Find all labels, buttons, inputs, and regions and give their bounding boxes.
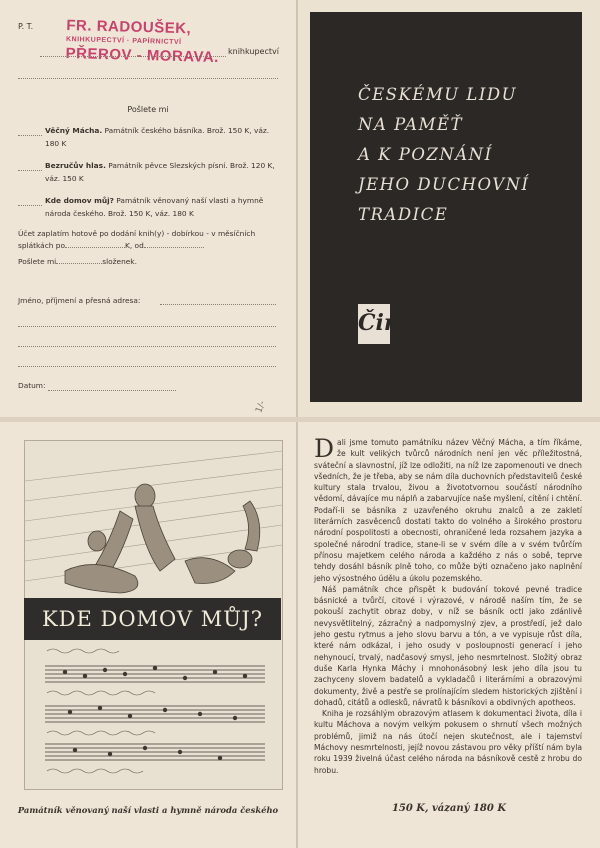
- cover-panel: [298, 0, 600, 417]
- cover-line-5: TRADICE: [358, 205, 449, 224]
- publisher-logo: Čin: [358, 304, 390, 344]
- cover-line-3: A K POZNÁNÍ: [358, 145, 493, 164]
- book-desc-2: Památník pěvce Slezských písní. Brož. 120 K, váz. 150 K: [45, 161, 275, 183]
- drop-cap: D: [314, 434, 335, 463]
- book-qty-field-1[interactable]: [18, 135, 42, 136]
- paragraph-1-text: ali jsme tomuto památníku název Věčný Mácha, a tím říkáme, že kult velikých tvůrců národních není jen věc příležitostná, sváteční a slavnostní, jíž lze odložiti, na níž lze zapomenouti ve dnech všedních, že je třeba, aby se nám díla duchovních představitelů české kultury stala trvalou, živou a živototvornou součástí národního vědomí, dávajíce mu náplň a zabarvujíce naše myšlení, cítění i chtění. Podaří-li se básníka z uzavřeného okruhu znalců a ze zakletí literárních zasvěcenců dostati takto do volného a širokého prostoru národní pospolitosti a obecnosti, ohraničené leda rozsahem jazyka a společné národní tradice, stane-li se v svém díle a v svém tvůrčím přínosu majetkem celého národa a každého z nás o sobě, teprve tehdy dosáhl básník plně toho, co může býti označeno jako naplnění jeho výsostného údělu a úkolu pozemského.: [314, 438, 582, 583]
- cover-line-2: NA PAMĚŤ: [358, 115, 464, 134]
- stamp-line-2: KNIHKUPECTVÍ · PAPÍRNICTVÍ: [65, 35, 182, 47]
- pt-label: P. T.: [18, 22, 34, 31]
- stamp-line-3: PŘEROV - MORAVA.: [65, 44, 220, 66]
- book-qty-field-3[interactable]: [18, 205, 42, 206]
- book-desc-1: Památník českého básníka. Brož. 150 K, váz. 180 K: [45, 126, 270, 148]
- book-item-2: [45, 159, 279, 185]
- book-item-1: [45, 124, 279, 150]
- send-amount-label: Pošlete mi: [18, 257, 57, 266]
- installment-start-field[interactable]: [144, 247, 204, 248]
- bookseller-stamp: [65, 17, 219, 66]
- book-title-1: Věčný Mácha.: [45, 126, 103, 135]
- payment-terms: Účet zaplatím hotově po dodání knih(y) - dobírkou - v měsíčních splátkách po: [18, 229, 256, 250]
- paragraph-3: Kniha je rozsáhlým obrazovým atlasem k dokumentaci života, díla i kultu Máchova a novým velkým pokusem o shrnutí všech možných problémů, jimiž na nás útočí nejen skutečnost, ale i tajemství Máchovy nesmrtelnosti, jejíž novou zástavou pro věky příští nám byla roku 1939 živelná účast celého národa na básníkově cestě z hrobu do hrobu.: [314, 709, 582, 775]
- vertical-fold: [296, 0, 298, 848]
- address-label: Jméno, příjmení a přesná adresa:: [18, 296, 141, 305]
- date-field[interactable]: [48, 390, 176, 391]
- date-label: Datum:: [18, 381, 46, 390]
- pencil-mark: 1/-: [254, 399, 268, 415]
- send-label: Pošlete mi: [127, 105, 169, 114]
- bookseller-label: knihkupectví: [228, 47, 279, 56]
- order-form-panel: [0, 0, 296, 417]
- book-item-3: [45, 194, 279, 220]
- send-amount-field[interactable]: [56, 263, 102, 264]
- horizontal-fold: [0, 417, 600, 422]
- address-field-2[interactable]: [18, 326, 276, 327]
- price-text: 150 K, vázaný 180 K: [391, 803, 507, 814]
- cover-line-4: JEHO DUCHOVNÍ: [358, 175, 530, 194]
- payment-text: [18, 228, 280, 252]
- send-amount-suffix: složenek.: [102, 257, 137, 266]
- send-amount-line: [18, 256, 280, 268]
- book-desc-3: Památník věnovaný naší vlasti a hymně národa českého. Brož. 150 K, váz. 180 K: [45, 196, 264, 218]
- cover-box: [310, 12, 582, 402]
- cover-title: [358, 80, 578, 230]
- address-field-1[interactable]: [160, 304, 276, 305]
- paragraph-2: Náš památník chce přispět k budování tokové pevné tradice básnické a tvůrčí, citové i výrazové, v národě naším tím, že se pokouší zachytit obraz doby, v níž se básník octl jako zdánlivě nevysvětlitelný, zázračný a nadpomyslný zjev, a prostředí, jež dalo jeho gestu rytmus a jeho slovu barvu a tón, a ve vypisuje růst díla, které nám odkázal, i jeho osudy v posloupnosti generací i jeho nehynoucí, trvalý, nadčasový smysl, jeho nesmrtelnost. Složitý obraz duše Karla Hynka Máchy i mnohonásobný lesk jeho díla jsou tu zachyceny slovem badatelů a vykladačů i literárními a obrazovými dokumenty, živě a pestře se prolínajícím sledem historických zjištění i dohadů, citátů a odlesků, návratů k básníkovi a obdivných apotheos.: [314, 584, 582, 707]
- book-qty-field-2[interactable]: [18, 170, 42, 171]
- description-text: [314, 434, 582, 776]
- stamp-line-1: FR. RADOUŠEK,: [66, 17, 192, 38]
- paragraph-1: [314, 434, 582, 584]
- picture-caption: Památník věnovaný naší vlasti a hymně národa českého: [17, 805, 279, 815]
- book-title-3: Kde domov můj?: [45, 196, 114, 205]
- address-field-4[interactable]: [18, 366, 276, 367]
- installment-amount-field[interactable]: [65, 247, 125, 248]
- address-field-3[interactable]: [18, 346, 276, 347]
- payment-k-label: K, od: [125, 241, 144, 250]
- bookseller-line[interactable]: [40, 56, 226, 57]
- banner-title: KDE DOMOV MŮJ?: [24, 598, 281, 640]
- book-title-2: Bezručův hlas.: [45, 161, 106, 170]
- cover-line-1: ČESKÉMU LIDU: [358, 85, 517, 104]
- bookseller-line-2[interactable]: [18, 78, 278, 79]
